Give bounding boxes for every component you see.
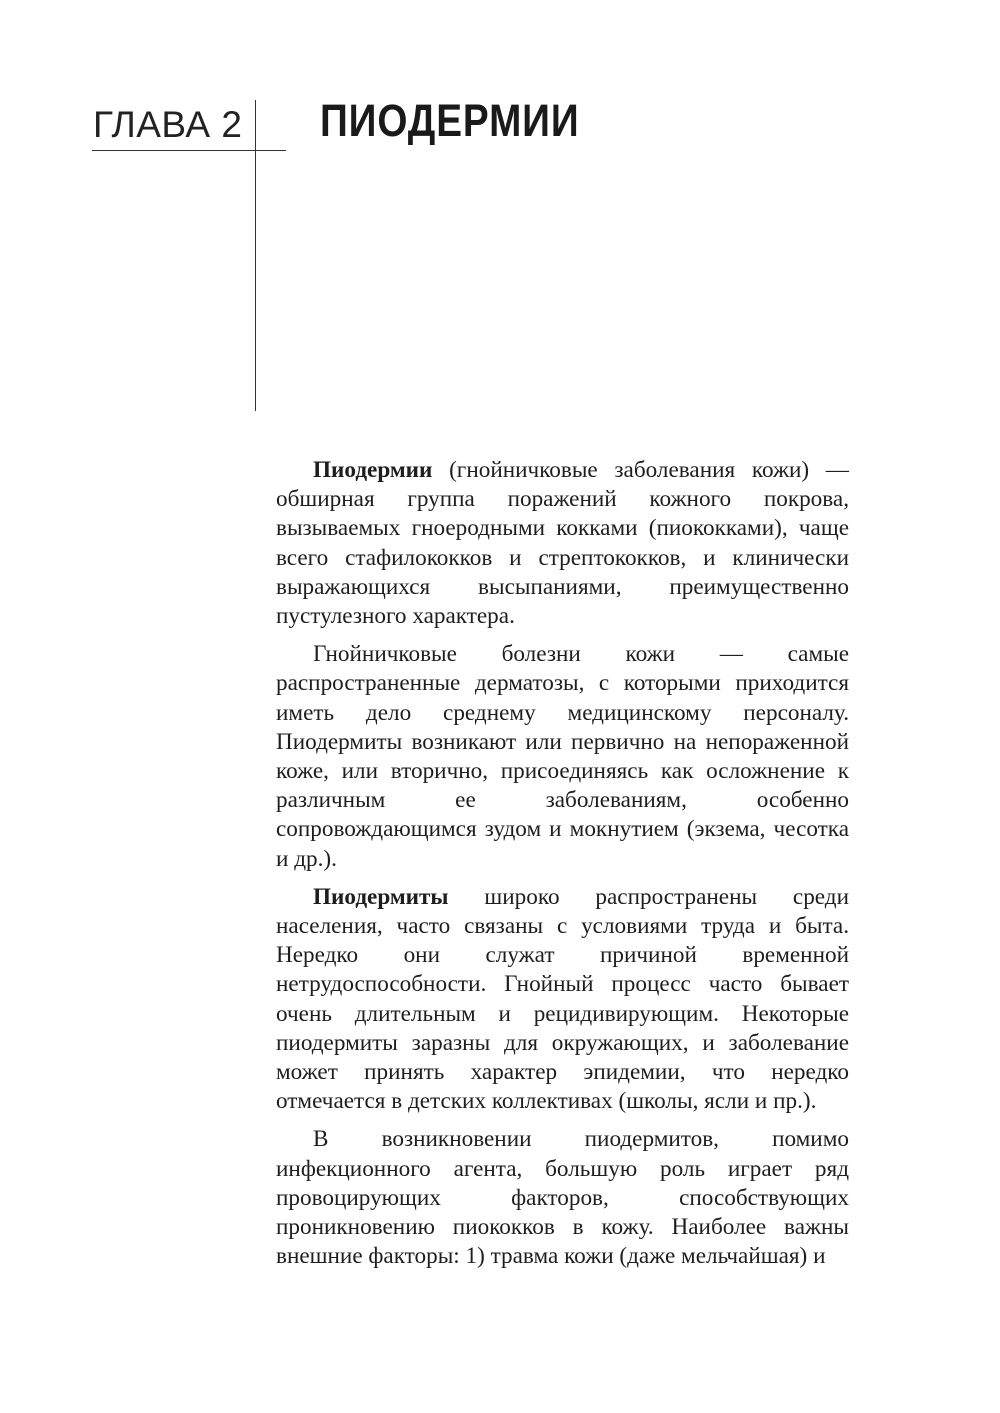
chapter-horizontal-rule <box>92 150 286 151</box>
paragraph-1-lead: Пиодермии <box>313 457 433 483</box>
paragraph-4-text: В возникновении пиодермитов, помимо инфекционного агента, большую роль играет ряд провоцирующих факторов, способствующих проникновению пиококков в кожу. Наиболее важны внешние факторы: 1) травма кожи (даже мельчайшая) и <box>276 1126 849 1270</box>
body-text <box>276 456 849 1280</box>
paragraph-1 <box>276 456 849 631</box>
chapter-vertical-rule <box>255 100 256 411</box>
paragraph-4 <box>276 1125 849 1271</box>
paragraph-3 <box>276 883 849 1117</box>
paragraph-1-text: (гнойничковые заболевания кожи) — обширная группа поражений кожного покрова, вызываемых гноеродными кокками (пиококками), чаще всего стафилококков и стрептококков, и клинически выражающихся высыпаниями, преимущественно пустулезного характера. <box>276 457 849 630</box>
paragraph-2-text: Гнойничковые болезни кожи — самые распространенные дерматозы, с которыми приходится иметь дело среднему медицинскому персоналу. Пиодермиты возникают или первично на непораженной коже, или вторично, присоединяясь как осложнение к различным ее заболеваниям, особенно сопровождающимся зудом и мокнутием (экзема, чесотка и др.). <box>276 641 849 872</box>
chapter-title: ПИОДЕРМИИ <box>320 95 580 146</box>
paragraph-3-lead: Пиодермиты <box>313 883 449 910</box>
paragraph-3-text: широко распространены среди населения, часто связаны с условиями труда и быта. Нередко они служат причиной временной нетрудоспособности. Гнойный процесс часто бывает очень длительным и рецидивирующим. Некоторые пиодермиты заразны для окружающих, и заболевание может принять характер эпидемии, что нередко отмечается в детских коллективах (школы, ясли и пр.). <box>276 883 849 1115</box>
chapter-label: ГЛАВА 2 <box>93 104 243 145</box>
paragraph-2 <box>276 640 849 874</box>
